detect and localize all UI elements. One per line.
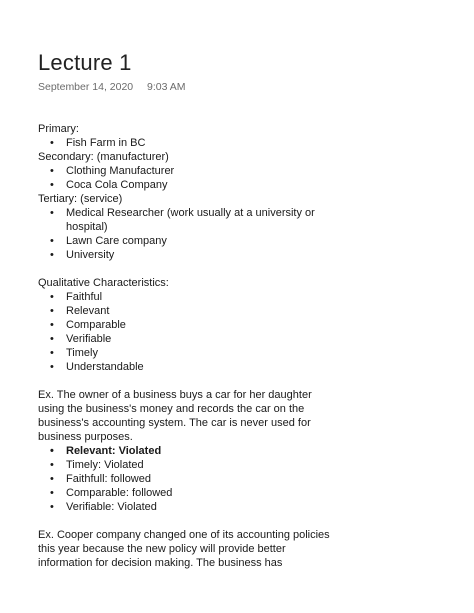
list-item: • Verifiable [38, 332, 338, 346]
primary-list [38, 136, 338, 150]
list-item: • Understandable [38, 360, 338, 374]
qualitative-heading: Qualitative Characteristics: [38, 277, 169, 289]
primary-heading: Primary: [38, 123, 79, 135]
list-item: • Clothing Manufacturer [38, 164, 338, 178]
list-item: • Fish Farm in BC [38, 136, 338, 150]
secondary-list [38, 164, 338, 192]
spacer [38, 514, 338, 528]
list-item: • Relevant [38, 304, 338, 318]
example-1-text: Ex. The owner of a business buys a car for her daughter using the business's money and records the car on the business's accounting system. The car is never used for business purposes. [38, 389, 312, 443]
tertiary-list [38, 206, 338, 262]
list-item: • Coca Cola Company [38, 178, 338, 192]
page-title: Lecture 1 [38, 50, 132, 75]
list-item: • Faithful [38, 290, 338, 304]
list-item: • Comparable: followed [38, 486, 338, 500]
list-item: • Verifiable: Violated [38, 500, 338, 514]
list-item: • Relevant: Violated [38, 444, 338, 458]
list-item: • Lawn Care company [38, 234, 338, 248]
list-item: • University [38, 248, 338, 262]
note-date: September 14, 2020 [38, 81, 134, 93]
qualitative-list [38, 290, 338, 374]
spacer [38, 262, 338, 276]
note-time: 9:03 AM [147, 81, 186, 93]
list-item: • Comparable [38, 318, 338, 332]
secondary-heading: Secondary: (manufacturer) [38, 151, 169, 163]
tertiary-heading: Tertiary: (service) [38, 193, 123, 205]
example-1-list [38, 444, 338, 514]
example-2-text: Ex. Cooper company changed one of its accounting policies this year because the new policy will provide better information for decision making. The business has [38, 529, 330, 569]
note-body [38, 122, 338, 570]
list-item: • Timely [38, 346, 338, 360]
spacer [38, 374, 338, 388]
list-item: • Timely: Violated [38, 458, 338, 472]
list-item: • Medical Researcher (work usually at a university or hospital) [38, 206, 338, 234]
list-item: • Faithfull: followed [38, 472, 338, 486]
